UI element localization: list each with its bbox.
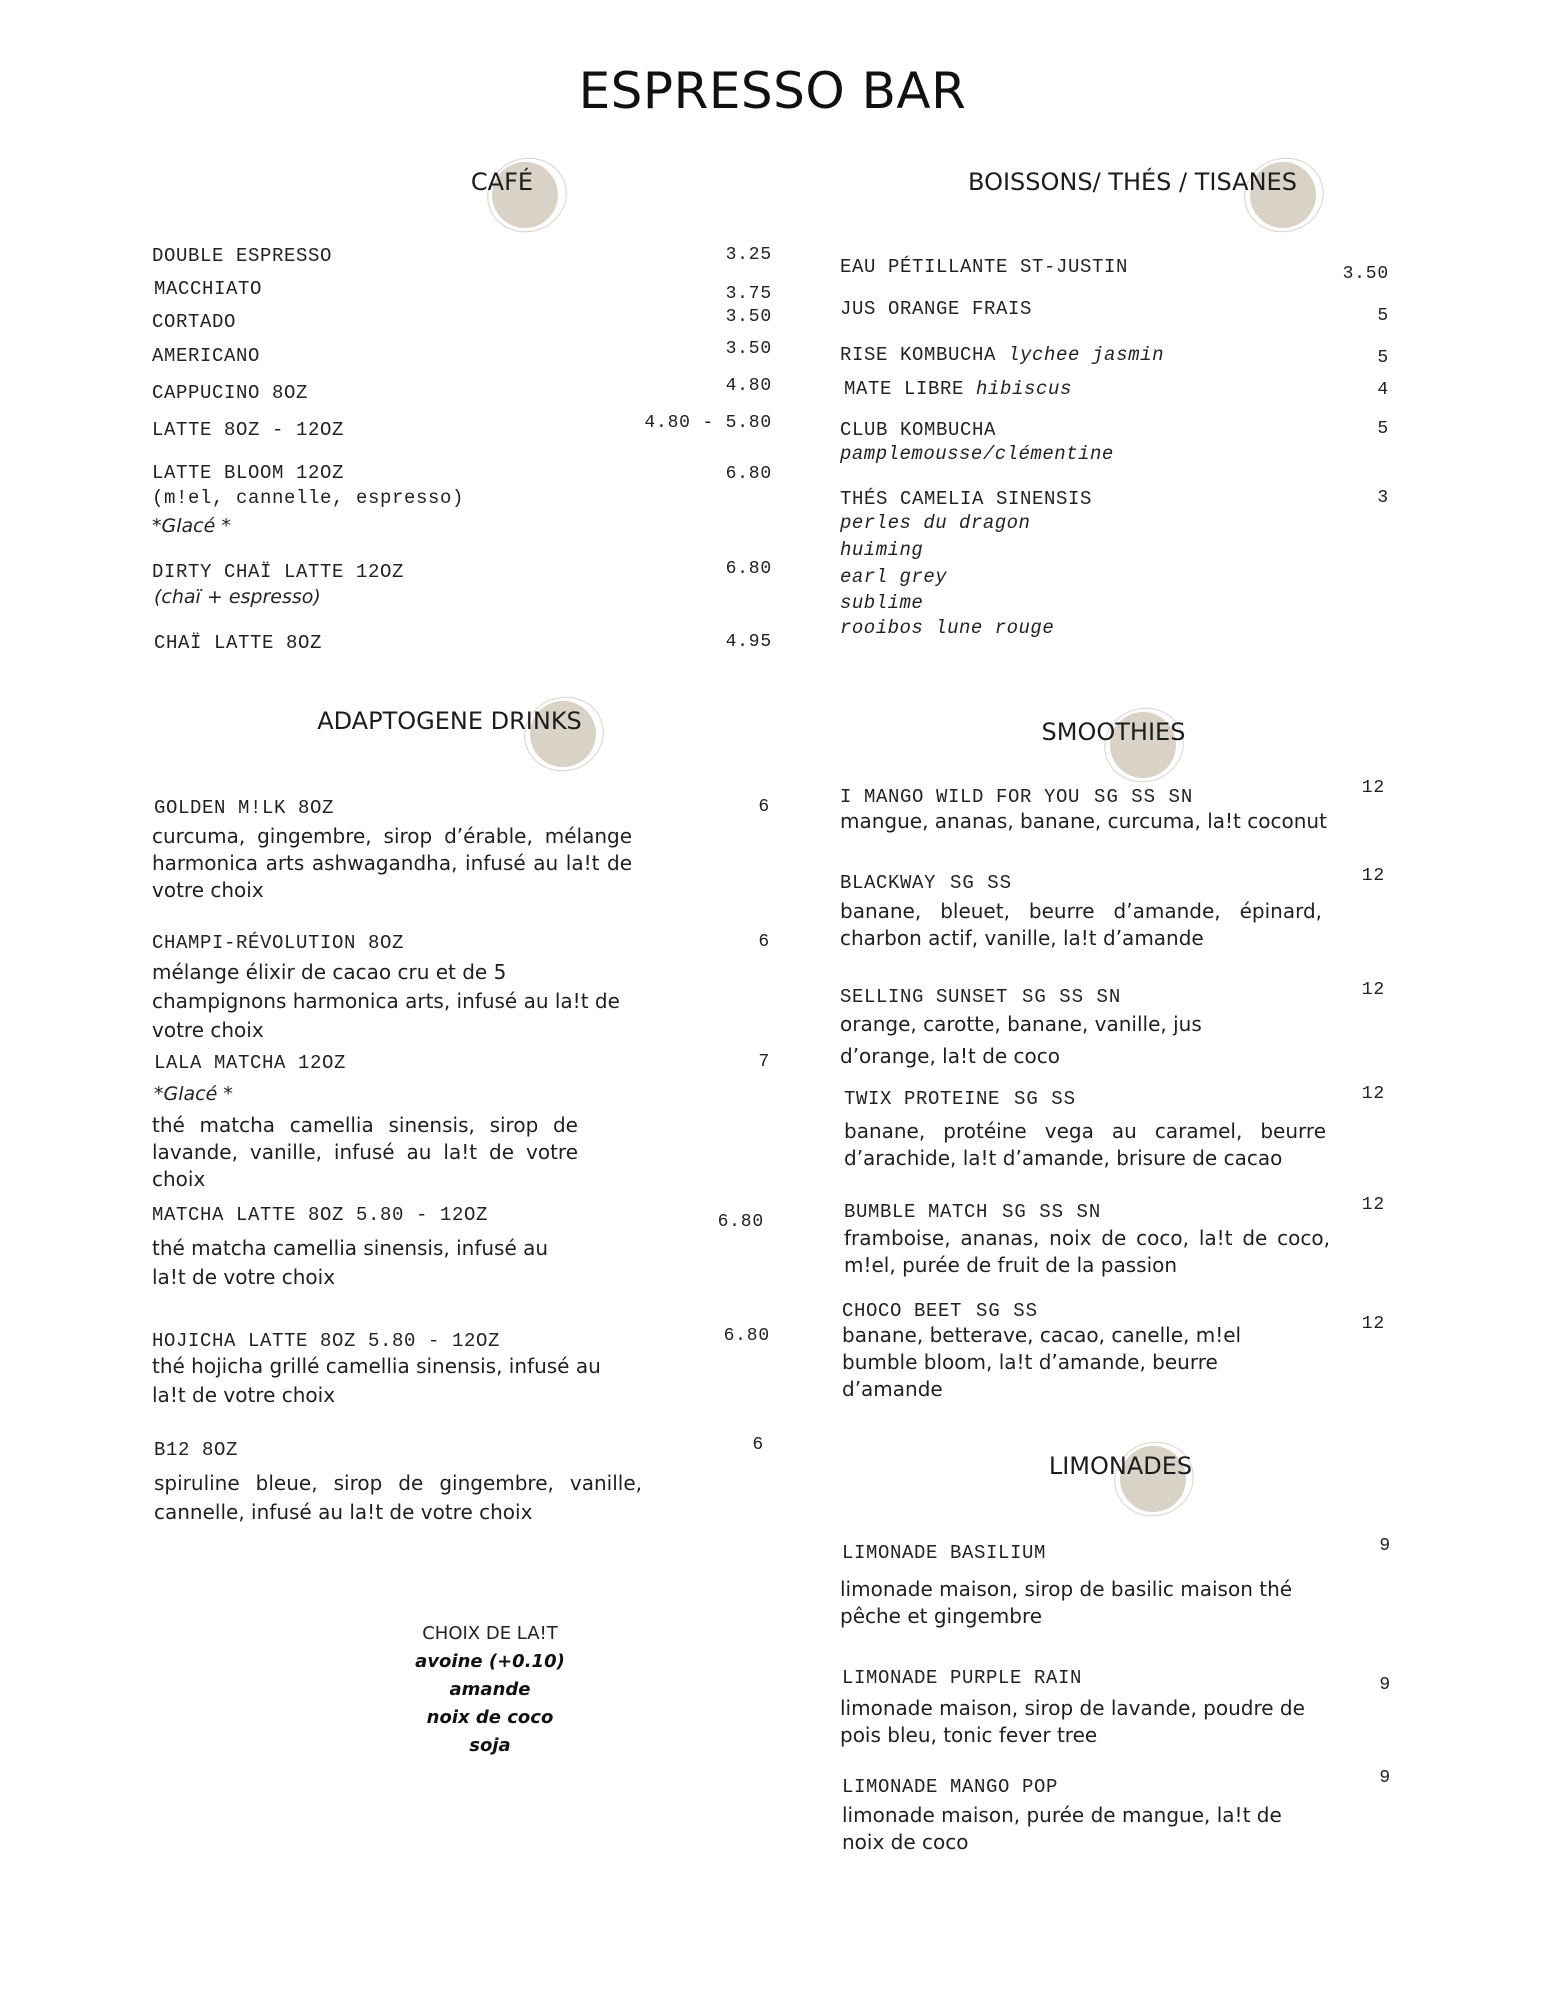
menu-item: CLUB KOMBUCHA 5 pamplemousse/clémentine [840, 419, 1385, 468]
item-description: orange, carotte, banane, vanille, jus d’orange, la!t de coco [840, 1012, 1202, 1068]
item-description: spiruline bleue, sirop de gingembre, vanille, cannelle, infusé au la!t de votre choix [154, 1471, 642, 1524]
item-description: mangue, ananas, banane, curcuma, la!t coconut [840, 809, 1327, 833]
tea-option: huiming [840, 539, 924, 561]
menu-item: LIMONADE MANGO POP 9 limonade maison, purée de mangue, la!t de noix de coco [842, 1768, 1391, 1854]
menu-item: RISE KOMBUCHA lychee jasmin 5 [840, 344, 1389, 368]
menu-item: THÉS CAMELIA SINENSIS 3 perles du dragon huiming earl grey sublime rooibos lune rouge [840, 488, 1389, 639]
tea-option: rooibos lune rouge [840, 617, 1055, 639]
item-description: thé matcha camellia sinensis, sirop de lavande, vanille, infusé au la!t de votre choix [152, 1113, 578, 1191]
item-price: 3 [1377, 488, 1389, 508]
item-description: mélange élixir de cacao cru et de 5 champignons harmonica arts, infusé au la!t de votre choix [152, 960, 620, 1042]
menu-item: HOJICHA LATTE 8OZ 5.80 - 12OZ 6.80 thé hojicha grillé camellia sinensis, infusé au la!t de votre choix [152, 1330, 772, 1410]
item-price: 6 [758, 797, 770, 817]
item-price: 12 [1361, 778, 1385, 798]
menu-item: DOUBLE ESPRESSO 3.25 [152, 245, 772, 267]
menu-item: TWIX PROTEINE SG SS 12 banane, protéine vega au caramel, beurre d’arachide, la!t d’amande, brisure de cacao [844, 1084, 1385, 1170]
section-header [152, 707, 772, 767]
item-description: thé hojicha grillé camellia sinensis, infusé au la!t de votre choix [152, 1354, 601, 1407]
item-price: 6.80 [717, 1212, 764, 1232]
item-price: 6.80 [723, 1326, 770, 1346]
section-smoothies [840, 718, 1385, 778]
item-price: 9 [1379, 1768, 1391, 1788]
item-price: 4.80 [725, 376, 772, 396]
section-adaptogene [152, 707, 772, 767]
page-title: ESPRESSO BAR [578, 62, 967, 120]
item-price: 3.50 [725, 339, 772, 359]
item-description: banane, betterave, cacao, canelle, m!el bumble bloom, la!t d’amande, beurre d’amande [842, 1323, 1242, 1401]
item-price: 3.75 [725, 284, 772, 304]
section-title: BOISSONS/ THÉS / TISANES [968, 168, 1297, 196]
item-price: 9 [1379, 1536, 1391, 1556]
milk-option: avoine (+0.10) [415, 1651, 565, 1672]
item-note: (chaï + espresso) [154, 586, 321, 608]
menu-item: GOLDEN M!LK 8OZ 6 curcuma, gingembre, sirop d’érable, mélange harmonica arts ashwagandha, infusé au la!t de votre choix [152, 797, 770, 902]
item-price: 6 [752, 1435, 764, 1455]
item-price: 6 [758, 932, 770, 952]
menu-item: AMERICANO 3.50 [152, 339, 772, 367]
item-price: 5 [1377, 419, 1389, 439]
menu-item: CHOCO BEET SG SS 12 banane, betterave, cacao, canelle, m!el bumble bloom, la!t d’amande, beurre d’amande [842, 1300, 1385, 1401]
item-price: 3.50 [725, 307, 772, 327]
menu-item: LIMONADE PURPLE RAIN 9 limonade maison, sirop de lavande, poudre de pois bleu, tonic fever tree [840, 1667, 1391, 1747]
item-price: 4.80 - 5.80 [644, 413, 772, 433]
item-price: 12 [1361, 1314, 1385, 1334]
item-price: 12 [1361, 1195, 1385, 1215]
dietary-tags: SG SS SN [1002, 1201, 1102, 1223]
menu-item: CAPPUCINO 8OZ 4.80 [152, 376, 772, 404]
item-price: 6.80 [725, 559, 772, 579]
item-price: 4.95 [725, 632, 772, 652]
menu-item: MATE LIBRE hibiscus 4 [844, 378, 1389, 400]
dietary-tags: SG SS SN [1022, 986, 1122, 1008]
menu-item: LATTE 8OZ - 12OZ 4.80 - 5.80 [152, 413, 772, 441]
menu-item: EAU PÉTILLANTE ST-JUSTIN 3.50 [840, 256, 1389, 284]
menu-item: B12 8OZ 6 spiruline bleue, sirop de gingembre, vanille, cannelle, infusé au la!t de votre choix [152, 1439, 772, 1527]
milk-choice-title: CHOIX DE LA!T [422, 1623, 558, 1644]
item-description: thé matcha camellia sinensis, infusé au la!t de votre choix [152, 1236, 549, 1289]
item-flavor: hibiscus [976, 378, 1073, 400]
tea-option: sublime [840, 592, 924, 614]
dietary-tags: SG SS [950, 872, 1013, 894]
item-description: limonade maison, sirop de basilic maison thé pêche et gingembre [840, 1577, 1293, 1628]
tea-option: earl grey [840, 566, 948, 588]
menu-item: CORTADO 3.50 [152, 307, 772, 333]
item-description: banane, bleuet, beurre d’amande, épinard, charbon actif, vanille, la!t d’amande [840, 899, 1322, 950]
item-note: *Glacé * [152, 515, 231, 537]
section-title: CAFÉ [470, 168, 534, 196]
item-subtitle: pamplemousse/clémentine [840, 443, 1114, 465]
milk-option: soja [469, 1735, 511, 1756]
item-price: 5 [1377, 306, 1389, 326]
dietary-tags: SG SS [976, 1300, 1039, 1322]
section-title: LIMONADES [1048, 1452, 1193, 1480]
section-header [840, 718, 1385, 778]
item-price: 12 [1361, 866, 1385, 886]
dietary-tags: SG SS [1014, 1088, 1077, 1110]
item-price: 12 [1361, 980, 1385, 1000]
item-price: 7 [758, 1052, 770, 1072]
item-price: 12 [1361, 1084, 1385, 1104]
menu-item: BLACKWAY SG SS 12 banane, bleuet, beurre d’amande, épinard, charbon actif, vanille, la!t d’amande [840, 866, 1385, 950]
section-boissons [840, 168, 1385, 228]
menu-item: JUS ORANGE FRAIS 5 [840, 298, 1389, 326]
section-header [840, 1452, 1385, 1512]
menu-item: BUMBLE MATCH SG SS SN 12 framboise, ananas, noix de coco, la!t de coco, m!el, purée de fruit de la passion [844, 1195, 1385, 1277]
item-price: 4 [1377, 380, 1389, 400]
item-price: 6.80 [725, 464, 772, 484]
item-description: framboise, ananas, noix de coco, la!t de coco, m!el, purée de fruit de la passion [844, 1226, 1330, 1277]
item-subtitle: (m!el, cannelle, espresso) [152, 487, 465, 509]
section-cafe [152, 168, 772, 228]
dietary-tags: SG SS SN [1094, 786, 1194, 808]
menu-item: LALA MATCHA 12OZ 7 *Glacé * thé matcha camellia sinensis, sirop de lavande, vanille, infusé au la!t de votre choix [152, 1052, 770, 1191]
item-price: 3.50 [1342, 264, 1389, 284]
section-limonades [840, 1452, 1385, 1512]
menu-item: I MANGO WILD FOR YOU SG SS SN 12 mangue, ananas, banane, curcuma, la!t coconut [840, 778, 1385, 833]
menu-item: MACCHIATO 3.75 [154, 278, 772, 304]
menu-item: LIMONADE BASILIUM 9 limonade maison, sirop de basilic maison thé pêche et gingembre [840, 1536, 1391, 1628]
section-title: ADAPTOGENE DRINKS [317, 707, 582, 735]
menu-item: DIRTY CHAÏ LATTE 12OZ 6.80 (chaï + espresso) [152, 561, 772, 611]
item-price: 3.25 [725, 245, 772, 265]
section-header [840, 168, 1385, 228]
item-description: limonade maison, sirop de lavande, poudre de pois bleu, tonic fever tree [840, 1696, 1305, 1747]
menu-item: MATCHA LATTE 8OZ 5.80 - 12OZ 6.80 thé matcha camellia sinensis, infusé au la!t de votre choix [152, 1204, 772, 1292]
tea-option: perles du dragon [840, 512, 1031, 534]
item-description: curcuma, gingembre, sirop d’érable, mélange harmonica arts ashwagandha, infusé au la!t de votre choix [152, 824, 632, 902]
menu-item: LATTE BLOOM 12OZ 6.80 (m!el, cannelle, espresso) *Glacé * [152, 462, 772, 540]
item-note: *Glacé * [154, 1083, 233, 1105]
item-description: limonade maison, purée de mangue, la!t de noix de coco [842, 1803, 1282, 1854]
milk-option: noix de coco [426, 1707, 554, 1728]
menu-item: CHAMPI-RÉVOLUTION 8OZ 6 mélange élixir de cacao cru et de 5 champignons harmonica arts, infusé au la!t de votre choix [152, 932, 772, 1045]
milk-choice [370, 1620, 610, 1760]
section-header [152, 168, 772, 228]
item-price: 5 [1377, 348, 1389, 368]
item-flavor: lychee jasmin [1008, 344, 1165, 366]
item-price: 9 [1379, 1675, 1391, 1695]
menu-item: SELLING SUNSET SG SS SN 12 orange, carotte, banane, vanille, jus d’orange, la!t de coco [840, 986, 1385, 1072]
menu-item: CHAÏ LATTE 8OZ 4.95 [154, 632, 772, 654]
milk-option: amande [449, 1679, 531, 1700]
section-title: SMOOTHIES [1041, 718, 1186, 746]
item-description: banane, protéine vega au caramel, beurre d’arachide, la!t d’amande, brisure de cacao [844, 1119, 1326, 1170]
